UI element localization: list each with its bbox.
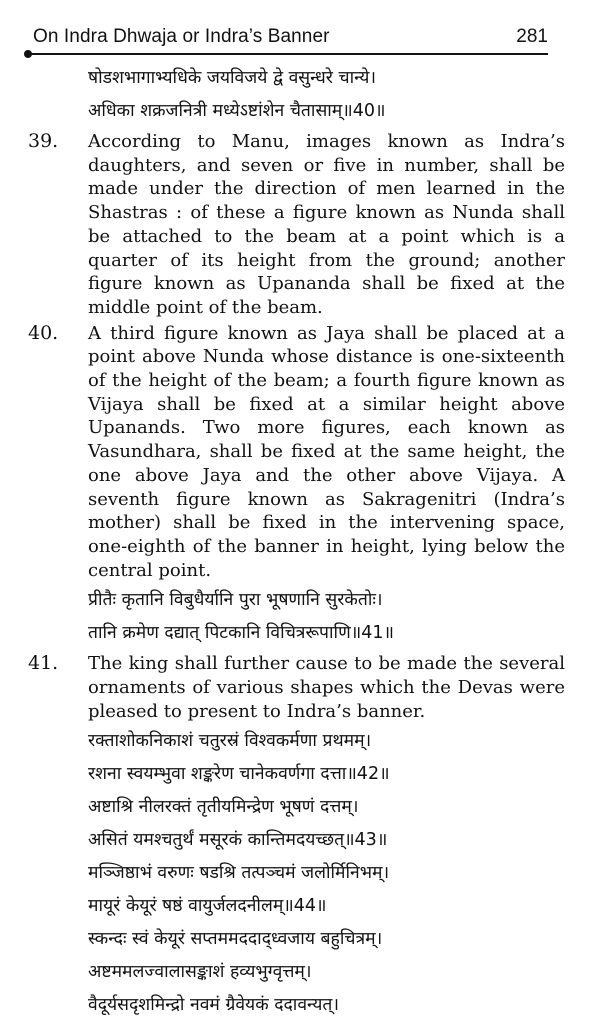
verse-text: A third figure known as Jaya shall be placed at a point above Nunda whose distance is one-sixteenth of the height of the beam; a fourth figure known as Vijaya shall be fixed at a similar height above Upanands. Two more figures, each known as Vasundhara, shall be fixed at the same height, the one above Jaya and the other above Vijaya. A seventh figure known as Sakragenitri (Indra’s mother) shall be fixed in the intervening space, one-eighth of the banner in height, lying below the central point. [88, 322, 565, 581]
running-header [33, 22, 548, 48]
running-title: On Indra Dhwaja or Indra’s Banner [33, 26, 330, 47]
page-body [25, 58, 565, 1022]
verse-text: According to Manu, images known as Indra’s daughters, and seven or five in number, shall be made under the direction of men learned in the Shastras : of these a figure known as Nunda shall be attached to the beam at a point which is a quarter of its height from the ground; another figure known as Upananda shall be fixed at the middle point of the beam. [88, 131, 565, 318]
header-rule [28, 53, 548, 55]
sanskrit-line: अष्टममलज्वालासङ्काशं हव्यभुग्वृत्तम्। [88, 962, 312, 983]
sanskrit-line: मञ्जिष्ठाभं वरुणः षडश्रि तत्पञ्चमं जलोर्मिनिभम्। [88, 863, 390, 884]
verse-number: 40. [28, 321, 59, 344]
sanskrit-line: असितं यमश्चतुर्थं मसूरकं कान्तिमदयच्छत्॥43॥ [88, 830, 388, 851]
sanskrit-line: रशना स्वयम्भुवा शङ्करेण चानेकवर्णगा दत्ता॥42॥ [88, 764, 390, 785]
verse-39 [25, 130, 565, 320]
verse-text: The king shall further cause to be made the several ornaments of various shapes which the Devas were pleased to present to Indra’s banner. [88, 653, 565, 722]
sanskrit-line: अधिका शक्रजनित्री मध्येऽष्टांशेन चैतासाम्॥40॥ [88, 101, 386, 121]
sanskrit-line: प्रीतैः कृतानि विबुधैर्यानि पुरा भूषणानि सुरकेतोः। [88, 590, 383, 611]
verse-41 [25, 652, 565, 723]
page-number: 281 [516, 26, 548, 47]
verse-40 [25, 322, 565, 583]
sanskrit-line: स्कन्दः स्वं केयूरं सप्तममददाद्ध्वजाय बहुचित्रम्। [88, 929, 383, 950]
sanskrit-line: षोडशभागाभ्यधिके जयविजये द्वे वसुन्धरे चान्ये। [88, 68, 377, 88]
verse-number: 41. [28, 652, 59, 675]
sanskrit-line: अष्टाश्रि नीलरक्तं तृतीयमिन्द्रेण भूषणं दत्तम्। [88, 797, 359, 818]
sanskrit-line: रक्ताशोकनिकाशं चतुरस्रं विश्वकर्मणा प्रथमम्। [88, 731, 372, 752]
verse-number: 39. [28, 130, 59, 152]
sanskrit-line: तानि क्रमेण दद्यात् पिटकानि विचित्ररूपाणि॥41॥ [88, 623, 394, 644]
sanskrit-line: मायूरं केयूरं षष्ठं वायुर्जलदनीलम्॥44॥ [88, 896, 327, 917]
sanskrit-line: वैदूर्यसदृशमिन्द्रो नवमं ग्रैवेयकं ददावन्यत्। [88, 995, 339, 1016]
